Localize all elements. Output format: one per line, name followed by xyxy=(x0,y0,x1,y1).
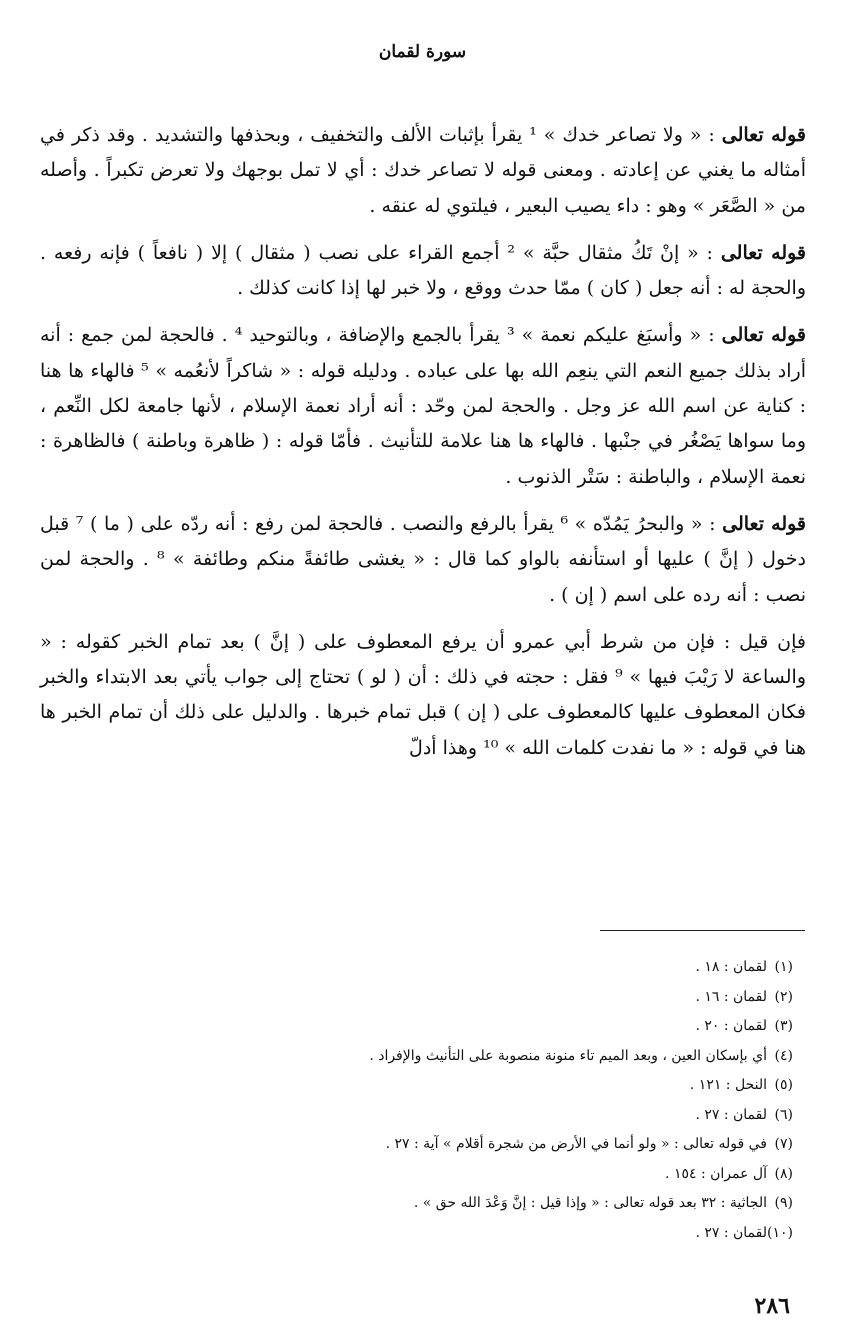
paragraph-lead: قوله تعالى xyxy=(720,241,807,264)
footnote-text: النحل : ١٢١ . xyxy=(689,1077,767,1093)
main-text xyxy=(40,118,806,778)
footnote-number: (٤) xyxy=(774,1047,793,1064)
footnote-text: الجاثية : ٣٢ بعد قوله تعالى : « وإذا قيل : إنَّ وَعْدَ الله حق » . xyxy=(413,1195,767,1211)
footnote-item xyxy=(93,983,793,1013)
footnote-text: لقمان : ٢٧ . xyxy=(695,1106,767,1123)
footnote-number: (٣) xyxy=(774,1018,793,1034)
footnote-item xyxy=(93,953,793,983)
footnote-number: (٥) xyxy=(774,1077,793,1093)
footnote-text: أي بإسكان العين ، وبعد الميم تاء منونة منصوبة على التأنيث والإفراد . xyxy=(369,1047,767,1064)
footnote-divider xyxy=(600,930,805,931)
footnote-number: (١) xyxy=(774,959,793,975)
footnote-text: في قوله تعالى : « ولو أنما في الأرض من شجرة أقلام » آية : ٢٧ . xyxy=(385,1136,767,1152)
footnote-item xyxy=(93,1189,793,1219)
footnote-item xyxy=(93,1071,793,1101)
footnote-text: لقمان : ٢٠ . xyxy=(695,1018,767,1034)
footnote-text: لقمان : ١٦ . xyxy=(695,988,767,1005)
footnote-item xyxy=(93,1042,793,1072)
footnote-text: لقمان : ١٨ . xyxy=(695,959,767,975)
paragraph-lead: قوله تعالى xyxy=(722,512,807,535)
footnote-number: (٦) xyxy=(774,1106,793,1123)
paragraph-3 xyxy=(40,318,806,494)
paragraph-5 xyxy=(40,625,806,766)
paragraph-lead: قوله تعالى xyxy=(721,324,806,347)
paragraph-4 xyxy=(40,507,806,613)
footnote-text: لقمان : ٢٧ . xyxy=(695,1224,767,1241)
paragraph-lead: قوله تعالى xyxy=(721,124,806,146)
footnotes xyxy=(93,953,793,1248)
paragraph-2 xyxy=(40,236,806,307)
footnote-item xyxy=(93,1101,793,1131)
footnote-item xyxy=(93,1130,793,1160)
footnote-text: آل عمران : ١٥٤ . xyxy=(665,1165,767,1182)
paragraph-1 xyxy=(40,118,806,224)
footnote-number: (٧) xyxy=(774,1136,793,1152)
paragraph-text: : « وأسبَغ عليكم نعمة » ³ يقرأ بالجمع والإضافة ، وبالتوحيد ⁴ . فالحجة لمن جمع : أنه أراد بذلك جميع النعم التي ينعِم الله بها على عباده . ودليله قوله : « شاكراً لأنعُمه » ⁵ فالهاء ها هنا : كناية عن اسم الله عز وجل . والحجة لمن وحّد : أنه أراد نعمة الإسلام ، لأنها جامعة لكل النِّعم ، وما سواها يَصْغُر في جنْبها . فالهاء ها هنا علامة للتأنيث . فأمّا قوله : ( ظاهرة وباطنة ) فالظاهرة : نعمة الإسلام ، والباطنة : سَتْر الذنوب . xyxy=(40,324,806,488)
footnote-number: (٢) xyxy=(774,988,793,1005)
paragraph-text: : « ولا تصاعر خدك » ¹ يقرأ بإثبات الألف والتخفيف ، وبحذفها والتشديد . وقد ذكر في أمثاله ما يغني عن إعادته . ومعنى قوله لا تصاعر خدك : أي لا تمل بوجهك ولا تعرض تكبراً . وأصله من « الصَّعَر » وهو : داء يصيب البعير ، فيلتوي له عنقه . xyxy=(40,124,806,217)
footnote-number: (١٠) xyxy=(767,1224,793,1241)
paragraph-text: : « والبحرُ يَمُدّه » ⁶ يقرأ بالرفع والنصب . فالحجة لمن رفع : أنه ردّه على ( ما ) ⁷ قبل دخول ( إنَّ ) عليها أو استأنفه بالواو كما قال : « يغشى طائفةً منكم وطائفة » ⁸ . والحجة لمن نصب : أنه رده على اسم ( إن ) . xyxy=(40,512,807,606)
paragraph-text: فإن قيل : فإن من شرط أبي عمرو أن يرفع المعطوف على ( إنَّ ) بعد تمام الخبر كقوله : « والساعة لا رَيْبَ فيها » ⁹ فقل : حجته في ذلك : أن ( لو ) تحتاج إلى جواب يأتي بعد الابتداء والخبر فكان المعطوف عليها كالمعطوف على ( إن ) قبل تمام خبرها . والدليل على ذلك أن تمام الخبر ها هنا في قوله : « ما نفدت كلمات الله » ¹⁰ وهذا أدلّ xyxy=(40,630,806,759)
footnote-number: (٨) xyxy=(774,1165,793,1182)
footnote-item xyxy=(93,1219,793,1249)
footnote-item xyxy=(93,1160,793,1190)
paragraph-text: : « إنْ تَكُ مثقال حبَّة » ² أجمع القراء على نصب ( مثقال ) إلا ( نافعاً ) فإنه رفعه . والحجة له : أنه جعل ( كان ) ممّا حدث ووقع ، ولا خبر لها إذا كانت كذلك . xyxy=(40,241,806,300)
footnote-number: (٩) xyxy=(774,1195,793,1211)
footnote-item xyxy=(93,1012,793,1042)
page-number: ٢٨٦ xyxy=(754,1293,790,1319)
page-title: سورة لقمان xyxy=(378,42,467,62)
